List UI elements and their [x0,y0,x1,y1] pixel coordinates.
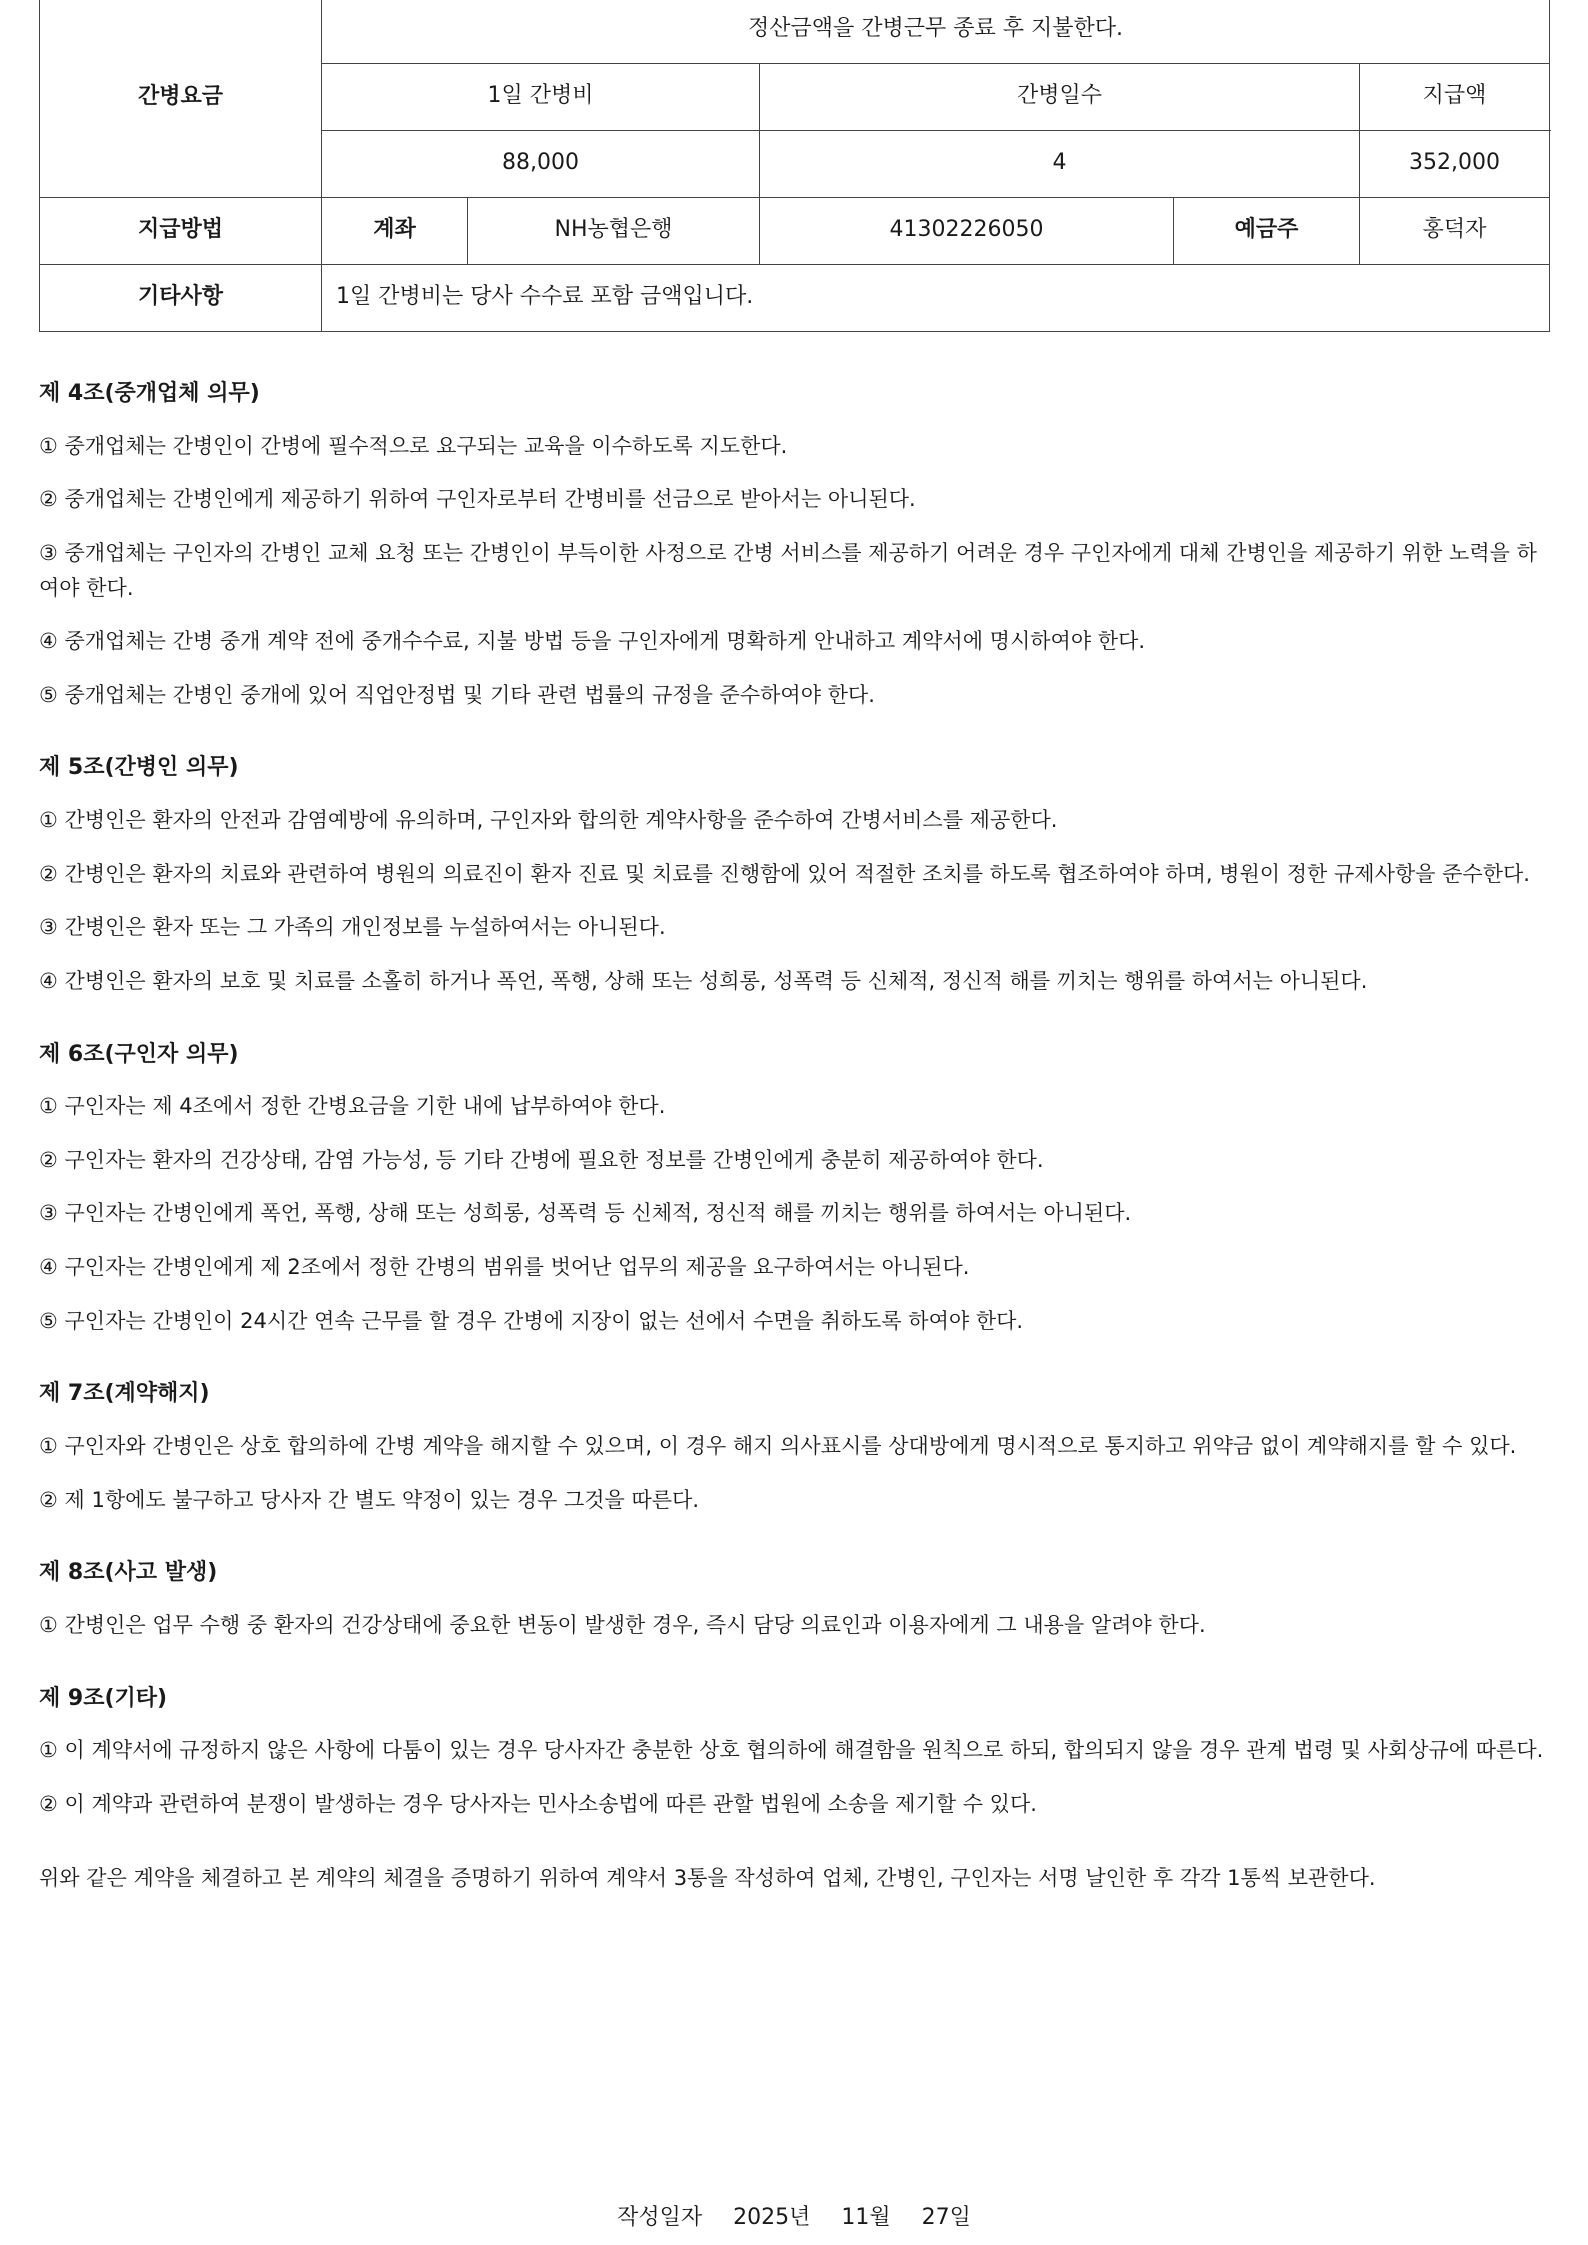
clause: ④ 구인자는 간병인에게 제 2조에서 정한 간병의 범위를 벗어난 업무의 제공을 요구하여서는 아니된다. [39,1255,970,1280]
account-label: 계좌 [322,197,468,264]
payment-notice: 정산금액을 간병근무 종료 후 지불한다. [322,0,1550,63]
total-value: 352,000 [1360,130,1550,197]
account-holder: 홍덕자 [1360,197,1550,264]
clause: ① 이 계약서에 규정하지 않은 사항에 다툼이 있는 경우 당사자간 충분한 상호 협의하에 해결함을 원칙으로 하되, 합의되지 않을 경우 관계 법령 및 사회상규에 따른다. [39,1738,1544,1763]
date-day: 27일 [921,2205,971,2230]
article-4 [39,380,1551,712]
clause: ⑤ 중개업체는 간병인 중개에 있어 직업안정법 및 기타 관련 법률의 규정을 준수하여야 한다. [39,682,875,707]
article-7 [39,1380,1551,1517]
holder-label: 예금주 [1174,197,1360,264]
clause: ② 제 1항에도 불구하고 당사자 간 별도 약정이 있는 경우 그것을 따른다. [39,1487,700,1512]
date-month: 11월 [841,2205,891,2230]
clause: ⑤ 구인자는 간병인이 24시간 연속 근무를 할 경우 간병에 지장이 없는 선에서 수면을 취하도록 하여야 한다. [39,1308,1024,1333]
clause: ③ 구인자는 간병인에게 폭언, 폭행, 상해 또는 성희롱, 성폭력 등 신체적, 정신적 해를 끼치는 행위를 하여서는 아니된다. [39,1201,1132,1226]
article-title: 제 6조(구인자 의무) [39,1041,239,1067]
etc-text: 1일 간병비는 당사 수수료 포함 금액입니다. [322,264,1550,331]
article-6 [39,1041,1551,1339]
clause: ② 중개업체는 간병인에게 제공하기 위하여 구인자로부터 간병비를 선금으로 받아서는 아니된다. [39,487,916,512]
clause: ④ 간병인은 환자의 보호 및 치료를 소홀히 하거나 폭언, 폭행, 상해 또는 성희롱, 성폭력 등 신체적, 정신적 해를 끼치는 행위를 하여서는 아니된다. [39,968,1368,993]
account-number: 41302226050 [760,197,1174,264]
clause: ① 중개업체는 간병인이 간병에 필수적으로 요구되는 교육을 이수하도록 지도한다. [39,433,788,458]
date-label: 작성일자 [617,2205,703,2230]
clause: ③ 간병인은 환자 또는 그 가족의 개인정보를 누설하여서는 아니된다. [39,915,666,940]
article-8 [39,1559,1551,1642]
fee-label: 간병요금 [40,0,322,197]
daily-fee-header: 1일 간병비 [322,63,760,130]
article-title: 제 4조(중개업체 의무) [39,381,260,406]
total-header: 지급액 [1360,63,1550,130]
clause: ② 구인자는 환자의 건강상태, 감염 가능성, 등 기타 간병에 필요한 정보를 간병인에게 충분히 제공하여야 한다. [39,1147,1044,1172]
clause: ① 구인자와 간병인은 상호 합의하에 간병 계약을 해지할 수 있으며, 이 경우 해지 의사표시를 상대방에게 명시적으로 통지하고 위약금 없이 계약해지를 할 수 있다. [39,1433,1517,1458]
days-header: 간병일수 [760,63,1360,130]
closing-statement: 위와 같은 계약을 체결하고 본 계약의 체결을 증명하기 위하여 계약서 3통을 작성하여 업체, 간병인, 구인자는 서명 날인한 후 각각 1통씩 보관한다. [39,1866,1376,1891]
article-9 [39,1685,1551,1822]
clause: ① 간병인은 업무 수행 중 환자의 건강상태에 중요한 변동이 발생한 경우, 즉시 담당 의료인과 이용자에게 그 내용을 알려야 한다. [39,1612,1206,1637]
article-title: 제 8조(사고 발생) [39,1560,218,1586]
clause: ① 구인자는 제 4조에서 정한 간병요금을 기한 내에 납부하여야 한다. [39,1094,666,1119]
contract-articles [39,380,1551,1895]
payment-method-label: 지급방법 [40,197,322,264]
daily-fee-value: 88,000 [322,130,760,197]
clause: ③ 중개업체는 구인자의 간병인 교체 요청 또는 간병인이 부득이한 사정으로 간병 서비스를 제공하기 어려운 경우 구인자에게 대체 간병인을 제공하기 위한 노력을 하여야 한다. [39,540,1537,600]
article-title: 제 7조(계약해지) [39,1381,210,1407]
article-title: 제 9조(기타) [39,1685,168,1711]
days-value: 4 [760,130,1360,197]
date-year: 2025년 [733,2205,811,2230]
article-5 [39,754,1551,998]
clause: ① 간병인은 환자의 안전과 감염예방에 유의하며, 구인자와 합의한 계약사항을 준수하여 간병서비스를 제공한다. [39,808,1058,833]
bank-name: NH농협은행 [468,197,760,264]
clause: ② 간병인은 환자의 치료와 관련하여 병원의 의료진이 환자 진료 및 치료를 진행함에 있어 적절한 조치를 하도록 협조하여야 하며, 병원이 정한 규제사항을 준수한다. [39,861,1530,886]
article-title: 제 5조(간병인 의무) [39,755,239,781]
signing-date [0,2200,1588,2231]
clause: ④ 중개업체는 간병 중개 계약 전에 중개수수료, 지불 방법 등을 구인자에게 명확하게 안내하고 계약서에 명시하여야 한다. [39,629,1146,654]
clause: ② 이 계약과 관련하여 분쟁이 발생하는 경우 당사자는 민사소송법에 따른 관할 법원에 소송을 제기할 수 있다. [39,1791,1037,1816]
etc-label: 기타사항 [40,264,322,331]
fee-table [39,0,1550,332]
